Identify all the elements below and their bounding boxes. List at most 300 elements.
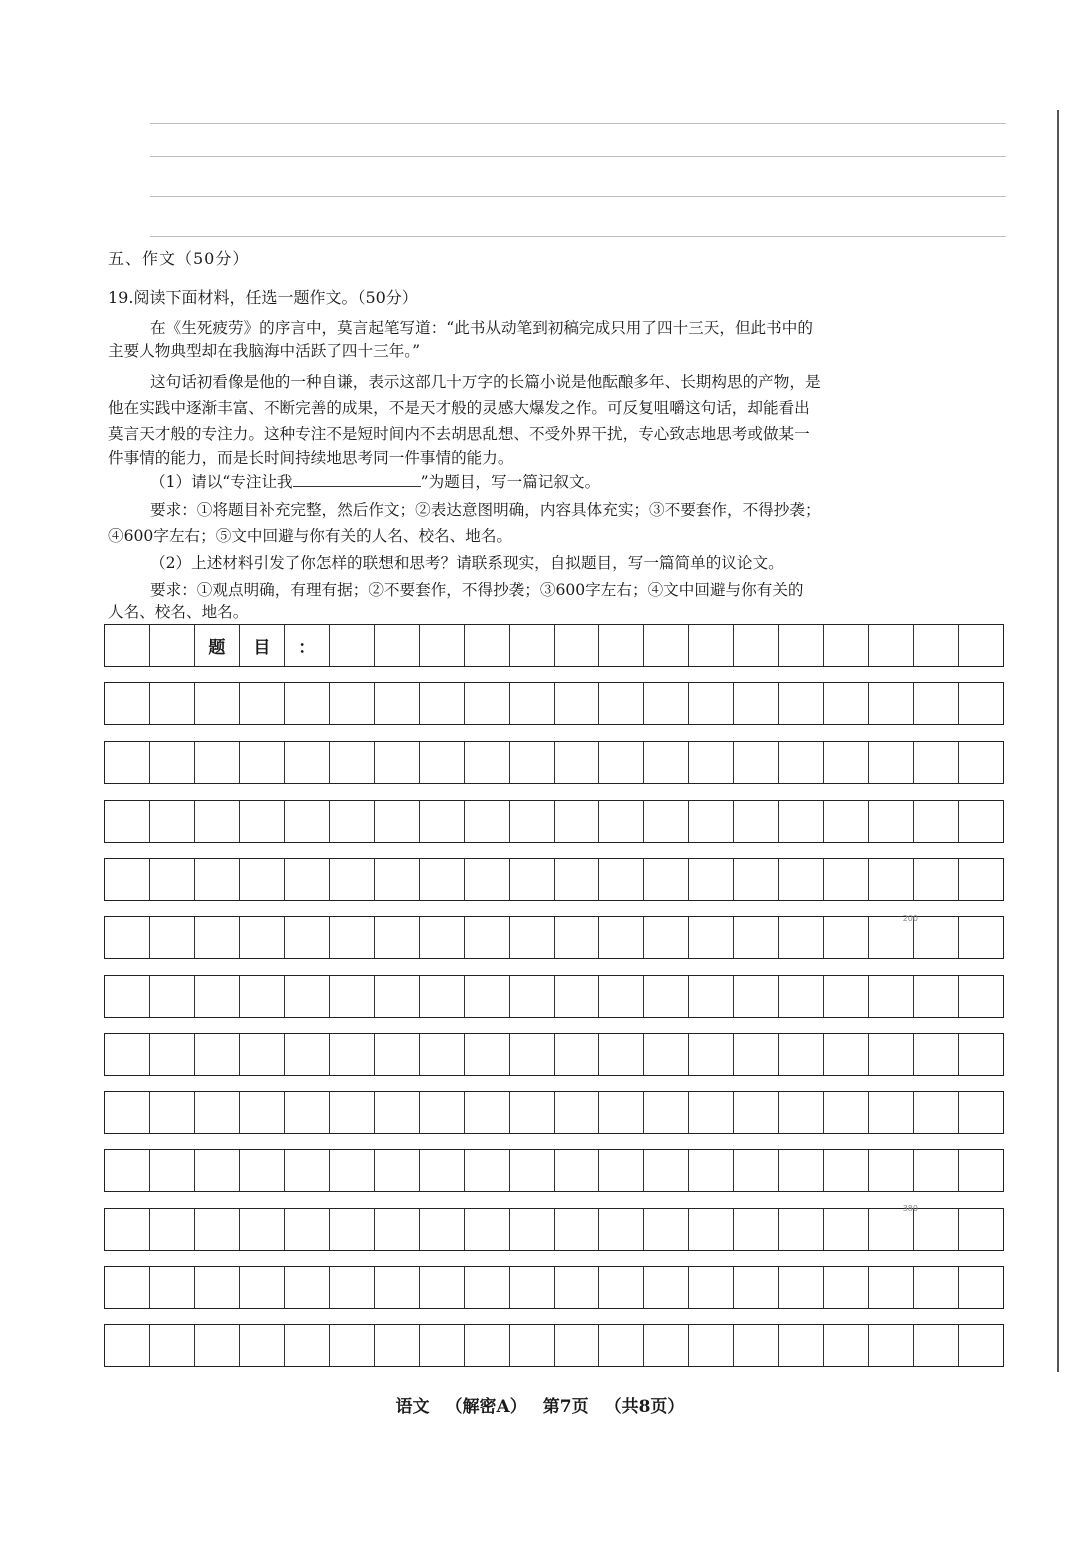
- grid-cell[interactable]: [644, 1092, 689, 1133]
- grid-cell[interactable]: [150, 917, 195, 958]
- grid-cell[interactable]: [599, 625, 644, 666]
- grid-row: [104, 624, 1004, 667]
- requirement-line: 要求：①将题目补充完整，然后作文；②表达意图明确，内容具体充实；③不要套作，不得抄袭；: [150, 501, 821, 519]
- grid-cell[interactable]: [285, 1092, 330, 1133]
- grid-cell[interactable]: [599, 742, 644, 783]
- grid-cell[interactable]: [599, 801, 644, 842]
- grid-cell[interactable]: [240, 1034, 285, 1075]
- grid-cell[interactable]: [150, 625, 195, 666]
- grid-cell[interactable]: [824, 917, 869, 958]
- grid-cell[interactable]: [824, 742, 869, 783]
- grid-cell[interactable]: [150, 801, 195, 842]
- grid-cell[interactable]: [644, 625, 689, 666]
- grid-cell[interactable]: [689, 1325, 734, 1366]
- footer-total: （共8页）: [604, 1397, 685, 1417]
- grid-cell[interactable]: [779, 1034, 824, 1075]
- grid-cell[interactable]: [465, 1267, 510, 1308]
- grid-cell[interactable]: [644, 1325, 689, 1366]
- grid-cell[interactable]: [465, 625, 510, 666]
- grid-cell[interactable]: [330, 683, 375, 724]
- grid-cell[interactable]: [914, 742, 959, 783]
- grid-cell[interactable]: [195, 1267, 240, 1308]
- grid-cell[interactable]: [599, 917, 644, 958]
- grid-cell[interactable]: [240, 976, 285, 1017]
- grid-cell[interactable]: [869, 859, 914, 900]
- grid-cell[interactable]: [105, 1267, 150, 1308]
- grid-cell[interactable]: [465, 1209, 510, 1250]
- grid-cell[interactable]: [959, 1325, 1003, 1366]
- grid-cell[interactable]: [734, 625, 779, 666]
- grid-cell[interactable]: [330, 1034, 375, 1075]
- grid-cell[interactable]: [555, 1325, 600, 1366]
- grid-cell[interactable]: [105, 859, 150, 900]
- grid-cell[interactable]: [914, 976, 959, 1017]
- grid-cell-title-char: 目: [240, 625, 285, 666]
- grid-cell[interactable]: [375, 917, 420, 958]
- grid-row: [104, 741, 1004, 784]
- grid-cell[interactable]: [644, 1267, 689, 1308]
- grid-cell[interactable]: [959, 1150, 1003, 1191]
- grid-cell[interactable]: [150, 1150, 195, 1191]
- grid-cell[interactable]: [824, 801, 869, 842]
- grid-cell[interactable]: [330, 801, 375, 842]
- grid-cell[interactable]: [959, 683, 1003, 724]
- grid-cell[interactable]: [824, 859, 869, 900]
- grid-cell[interactable]: [869, 1034, 914, 1075]
- grid-cell[interactable]: [510, 625, 555, 666]
- grid-cell[interactable]: [779, 801, 824, 842]
- grid-cell[interactable]: [195, 1092, 240, 1133]
- title-blank: [293, 472, 421, 487]
- grid-cell[interactable]: [510, 1150, 555, 1191]
- requirement-line: 要求：①观点明确，有理有据；②不要套作，不得抄袭；③600字左右；④文中回避与你有关的: [150, 581, 804, 599]
- grid-cell[interactable]: [465, 976, 510, 1017]
- grid-cell[interactable]: [555, 1267, 600, 1308]
- grid-cell[interactable]: [914, 1267, 959, 1308]
- grid-cell[interactable]: [420, 1209, 465, 1250]
- grid-cell[interactable]: [555, 1092, 600, 1133]
- grid-cell[interactable]: [734, 917, 779, 958]
- grid-cell[interactable]: [779, 1267, 824, 1308]
- grid-cell[interactable]: [375, 1034, 420, 1075]
- answer-line: [150, 196, 1006, 197]
- grid-cell[interactable]: [869, 1150, 914, 1191]
- grid-cell[interactable]: [420, 742, 465, 783]
- grid-cell[interactable]: [959, 1034, 1003, 1075]
- question-heading: 19.阅读下面材料，任选一题作文。（50分）: [108, 288, 418, 307]
- grid-cell[interactable]: [914, 683, 959, 724]
- grid-cell[interactable]: [869, 742, 914, 783]
- grid-cell[interactable]: [465, 742, 510, 783]
- grid-cell[interactable]: [689, 1092, 734, 1133]
- grid-cell[interactable]: [914, 1209, 959, 1250]
- grid-cell[interactable]: [105, 917, 150, 958]
- grid-cell[interactable]: [420, 917, 465, 958]
- grid-cell[interactable]: [240, 742, 285, 783]
- grid-cell[interactable]: [375, 1267, 420, 1308]
- grid-cell[interactable]: [285, 917, 330, 958]
- grid-cell[interactable]: [150, 1267, 195, 1308]
- grid-row: [104, 1324, 1004, 1367]
- grid-cell[interactable]: [824, 1267, 869, 1308]
- grid-cell[interactable]: [824, 1034, 869, 1075]
- grid-cell[interactable]: [959, 742, 1003, 783]
- grid-cell[interactable]: [420, 1034, 465, 1075]
- grid-cell[interactable]: [555, 625, 600, 666]
- grid-cell[interactable]: [375, 1150, 420, 1191]
- grid-cell[interactable]: [779, 1092, 824, 1133]
- requirement-line: 人名、校名、地名。: [108, 603, 249, 621]
- grid-cell[interactable]: [375, 625, 420, 666]
- material-line: 莫言天才般的专注力。这种专注不是短时间内不去胡思乱想、不受外界干扰，专心致志地思考或做某一: [108, 425, 810, 443]
- grid-cell[interactable]: [599, 1267, 644, 1308]
- footer-paper: （解密A）: [445, 1397, 527, 1417]
- grid-cell[interactable]: [195, 1325, 240, 1366]
- grid-cell[interactable]: [150, 976, 195, 1017]
- material-line: 他在实践中逐渐丰富、不断完善的成果，不是天才般的灵感大爆发之作。可反复咀嚼这句话，却能看出: [108, 399, 810, 417]
- grid-cell[interactable]: [195, 976, 240, 1017]
- grid-row: [104, 1033, 1004, 1076]
- grid-cell[interactable]: [869, 683, 914, 724]
- grid-cell[interactable]: [599, 1034, 644, 1075]
- grid-cell[interactable]: [599, 1092, 644, 1133]
- grid-cell[interactable]: [869, 625, 914, 666]
- grid-cell[interactable]: [150, 1325, 195, 1366]
- grid-cell[interactable]: [510, 1092, 555, 1133]
- answer-line: [150, 123, 1006, 124]
- grid-cell[interactable]: [510, 1267, 555, 1308]
- grid-cell[interactable]: [375, 1325, 420, 1366]
- page-footer: [0, 1392, 1080, 1417]
- grid-cell[interactable]: [914, 1150, 959, 1191]
- grid-cell[interactable]: [150, 1209, 195, 1250]
- grid-cell[interactable]: [195, 859, 240, 900]
- grid-cell[interactable]: [285, 1325, 330, 1366]
- grid-cell[interactable]: [465, 1092, 510, 1133]
- material-line: 主要人物典型却在我脑海中活跃了四十三年。”: [108, 342, 421, 360]
- grid-cell[interactable]: [555, 917, 600, 958]
- grid-cell[interactable]: [330, 1325, 375, 1366]
- grid-cell[interactable]: [689, 859, 734, 900]
- grid-cell[interactable]: [599, 683, 644, 724]
- grid-cell[interactable]: [510, 1034, 555, 1075]
- grid-cell[interactable]: [734, 1092, 779, 1133]
- grid-row: [104, 1091, 1004, 1134]
- grid-cell[interactable]: [779, 1209, 824, 1250]
- grid-cell[interactable]: [914, 1034, 959, 1075]
- grid-cell[interactable]: [330, 1092, 375, 1133]
- grid-cell[interactable]: [420, 683, 465, 724]
- grid-cell[interactable]: [285, 1267, 330, 1308]
- grid-cell[interactable]: [285, 976, 330, 1017]
- grid-cell[interactable]: [824, 625, 869, 666]
- grid-cell[interactable]: [689, 1267, 734, 1308]
- grid-cell[interactable]: [420, 625, 465, 666]
- word-count-marker: 200: [902, 914, 918, 923]
- option-1-prefix: （1）请以“专注让我: [150, 473, 293, 491]
- grid-cell[interactable]: [420, 859, 465, 900]
- grid-cell[interactable]: [779, 683, 824, 724]
- grid-cell[interactable]: [779, 625, 824, 666]
- grid-cell[interactable]: [195, 1034, 240, 1075]
- grid-cell[interactable]: [644, 859, 689, 900]
- grid-cell[interactable]: [824, 1209, 869, 1250]
- grid-cell[interactable]: [689, 1150, 734, 1191]
- grid-cell[interactable]: [465, 683, 510, 724]
- grid-cell[interactable]: [779, 742, 824, 783]
- grid-cell[interactable]: [599, 859, 644, 900]
- grid-cell[interactable]: [240, 1267, 285, 1308]
- grid-cell[interactable]: [914, 1325, 959, 1366]
- grid-cell[interactable]: [959, 859, 1003, 900]
- grid-cell[interactable]: [555, 1209, 600, 1250]
- grid-cell[interactable]: [240, 683, 285, 724]
- grid-cell[interactable]: [959, 1267, 1003, 1308]
- footer-subject: 语文: [395, 1397, 430, 1417]
- grid-cell[interactable]: [644, 1209, 689, 1250]
- grid-cell[interactable]: [914, 801, 959, 842]
- word-count-marker: 380: [902, 1204, 918, 1213]
- grid-cell[interactable]: [510, 917, 555, 958]
- grid-cell[interactable]: [195, 683, 240, 724]
- grid-row: [104, 1208, 1004, 1251]
- grid-cell[interactable]: [330, 1267, 375, 1308]
- grid-cell[interactable]: [689, 1034, 734, 1075]
- grid-cell[interactable]: [465, 801, 510, 842]
- grid-cell[interactable]: [375, 976, 420, 1017]
- grid-cell[interactable]: [105, 1150, 150, 1191]
- grid-cell[interactable]: [330, 976, 375, 1017]
- grid-cell[interactable]: [285, 801, 330, 842]
- grid-cell[interactable]: [330, 859, 375, 900]
- grid-cell[interactable]: [824, 976, 869, 1017]
- grid-cell[interactable]: [599, 1209, 644, 1250]
- grid-cell[interactable]: [689, 801, 734, 842]
- grid-cell[interactable]: [510, 1325, 555, 1366]
- grid-cell[interactable]: [599, 1150, 644, 1191]
- grid-cell[interactable]: [150, 859, 195, 900]
- grid-cell[interactable]: [105, 976, 150, 1017]
- grid-cell[interactable]: [510, 976, 555, 1017]
- grid-cell[interactable]: [510, 859, 555, 900]
- grid-cell[interactable]: [689, 976, 734, 1017]
- grid-cell[interactable]: [734, 801, 779, 842]
- section-title: 五、作文（50分）: [108, 249, 250, 268]
- grid-cell[interactable]: [240, 1092, 285, 1133]
- grid-cell[interactable]: [240, 1150, 285, 1191]
- grid-cell[interactable]: [105, 1325, 150, 1366]
- grid-cell[interactable]: [734, 1150, 779, 1191]
- grid-cell[interactable]: [420, 976, 465, 1017]
- grid-cell[interactable]: [510, 742, 555, 783]
- grid-cell[interactable]: [105, 683, 150, 724]
- grid-cell[interactable]: [644, 742, 689, 783]
- answer-line: [150, 156, 1006, 157]
- grid-cell[interactable]: [869, 917, 914, 958]
- grid-cell[interactable]: [420, 1267, 465, 1308]
- grid-cell[interactable]: [420, 1092, 465, 1133]
- grid-cell[interactable]: [150, 1034, 195, 1075]
- grid-cell[interactable]: [375, 742, 420, 783]
- grid-cell[interactable]: [150, 742, 195, 783]
- grid-cell[interactable]: [240, 1325, 285, 1366]
- grid-cell[interactable]: [689, 683, 734, 724]
- grid-cell[interactable]: [644, 917, 689, 958]
- grid-cell[interactable]: [510, 683, 555, 724]
- grid-cell[interactable]: [285, 1209, 330, 1250]
- grid-cell[interactable]: [869, 1092, 914, 1133]
- grid-cell[interactable]: [240, 917, 285, 958]
- grid-cell[interactable]: [555, 976, 600, 1017]
- grid-cell[interactable]: [105, 1092, 150, 1133]
- grid-cell[interactable]: [644, 683, 689, 724]
- grid-cell[interactable]: [689, 625, 734, 666]
- grid-cell[interactable]: [914, 859, 959, 900]
- grid-cell[interactable]: [869, 976, 914, 1017]
- grid-cell[interactable]: [330, 1209, 375, 1250]
- grid-cell[interactable]: [689, 917, 734, 958]
- grid-cell[interactable]: [105, 1209, 150, 1250]
- grid-cell[interactable]: [555, 801, 600, 842]
- grid-row: [104, 1149, 1004, 1192]
- grid-cell[interactable]: [465, 1325, 510, 1366]
- grid-cell[interactable]: [195, 1209, 240, 1250]
- grid-cell[interactable]: [420, 801, 465, 842]
- grid-cell[interactable]: [195, 801, 240, 842]
- grid-cell[interactable]: [824, 683, 869, 724]
- option-2: （2）上述材料引发了你怎样的联想和思考？请联系现实，自拟题目，写一篇简单的议论文。: [150, 554, 784, 572]
- answer-line: [150, 236, 1006, 237]
- grid-cell[interactable]: [779, 1150, 824, 1191]
- grid-cell[interactable]: [330, 917, 375, 958]
- grid-cell[interactable]: [959, 801, 1003, 842]
- grid-cell[interactable]: [689, 742, 734, 783]
- grid-cell[interactable]: [195, 1150, 240, 1191]
- grid-cell[interactable]: [779, 976, 824, 1017]
- grid-cell[interactable]: [240, 801, 285, 842]
- grid-cell[interactable]: [375, 801, 420, 842]
- grid-cell[interactable]: [240, 1209, 285, 1250]
- grid-cell[interactable]: [465, 859, 510, 900]
- grid-cell[interactable]: [375, 1092, 420, 1133]
- option-1: [150, 472, 600, 492]
- grid-cell[interactable]: [375, 1209, 420, 1250]
- grid-cell[interactable]: [959, 625, 1003, 666]
- grid-cell[interactable]: [824, 1092, 869, 1133]
- grid-cell[interactable]: [465, 917, 510, 958]
- grid-cell[interactable]: [734, 976, 779, 1017]
- grid-cell[interactable]: [869, 1325, 914, 1366]
- grid-cell[interactable]: [779, 859, 824, 900]
- material-line: 这句话初看像是他的一种自谦，表示这部几十万字的长篇小说是他酝酿多年、长期构思的产物，是: [150, 373, 821, 391]
- grid-cell[interactable]: [195, 917, 240, 958]
- grid-cell[interactable]: [555, 1034, 600, 1075]
- grid-cell[interactable]: [150, 1092, 195, 1133]
- grid-cell[interactable]: [420, 1325, 465, 1366]
- grid-cell[interactable]: [285, 683, 330, 724]
- grid-cell[interactable]: [644, 801, 689, 842]
- grid-cell[interactable]: [375, 859, 420, 900]
- grid-cell[interactable]: [510, 801, 555, 842]
- grid-row: [104, 858, 1004, 901]
- grid-cell[interactable]: [824, 1150, 869, 1191]
- grid-cell[interactable]: [285, 859, 330, 900]
- grid-cell[interactable]: [465, 1034, 510, 1075]
- grid-cell[interactable]: [330, 1150, 375, 1191]
- footer-page: 第7页: [542, 1397, 589, 1417]
- grid-cell[interactable]: [959, 1092, 1003, 1133]
- grid-cell[interactable]: [555, 859, 600, 900]
- grid-row: [104, 1266, 1004, 1309]
- grid-cell[interactable]: [555, 683, 600, 724]
- grid-cell-title-char: 题: [195, 625, 240, 666]
- grid-cell[interactable]: [555, 1150, 600, 1191]
- grid-cell[interactable]: [779, 1325, 824, 1366]
- grid-cell[interactable]: [914, 1092, 959, 1133]
- grid-cell[interactable]: [510, 1209, 555, 1250]
- grid-cell[interactable]: [644, 1034, 689, 1075]
- grid-cell[interactable]: [555, 742, 600, 783]
- grid-cell[interactable]: [869, 1209, 914, 1250]
- grid-cell[interactable]: [285, 742, 330, 783]
- grid-cell[interactable]: [105, 625, 150, 666]
- grid-cell[interactable]: [644, 1150, 689, 1191]
- grid-cell[interactable]: [734, 1034, 779, 1075]
- grid-cell[interactable]: [195, 742, 240, 783]
- grid-row: [104, 800, 1004, 843]
- writing-grid: [104, 624, 1004, 1366]
- grid-cell[interactable]: [734, 1209, 779, 1250]
- grid-cell[interactable]: [824, 1325, 869, 1366]
- grid-cell[interactable]: [599, 976, 644, 1017]
- grid-cell[interactable]: [105, 801, 150, 842]
- grid-cell[interactable]: [105, 742, 150, 783]
- grid-cell[interactable]: [734, 859, 779, 900]
- grid-cell[interactable]: [959, 917, 1003, 958]
- grid-cell[interactable]: [869, 801, 914, 842]
- grid-cell[interactable]: [734, 1267, 779, 1308]
- grid-cell[interactable]: [240, 859, 285, 900]
- grid-cell[interactable]: [330, 742, 375, 783]
- grid-cell[interactable]: [375, 683, 420, 724]
- grid-row: [104, 975, 1004, 1018]
- grid-cell[interactable]: [914, 917, 959, 958]
- grid-cell[interactable]: [285, 1150, 330, 1191]
- grid-cell[interactable]: [599, 1325, 644, 1366]
- requirement-line: ④600字左右；⑤文中回避与你有关的人名、校名、地名。: [108, 527, 513, 545]
- grid-cell[interactable]: [644, 976, 689, 1017]
- grid-cell[interactable]: [734, 742, 779, 783]
- grid-cell[interactable]: [150, 683, 195, 724]
- grid-row: [104, 916, 1004, 959]
- material-line: 在《生死疲劳》的序言中，莫言起笔写道：“此书从动笔到初稿完成只用了四十三天，但此书中的: [150, 319, 813, 337]
- grid-cell[interactable]: [959, 976, 1003, 1017]
- grid-cell[interactable]: [420, 1150, 465, 1191]
- grid-cell[interactable]: [285, 1034, 330, 1075]
- grid-cell[interactable]: [734, 683, 779, 724]
- grid-cell[interactable]: [914, 625, 959, 666]
- grid-cell[interactable]: [734, 1325, 779, 1366]
- grid-cell[interactable]: [465, 1150, 510, 1191]
- grid-cell[interactable]: [105, 1034, 150, 1075]
- grid-cell[interactable]: [779, 917, 824, 958]
- grid-cell[interactable]: [959, 1209, 1003, 1250]
- grid-cell[interactable]: [689, 1209, 734, 1250]
- grid-cell[interactable]: [869, 1267, 914, 1308]
- page-border: [1057, 110, 1059, 1372]
- grid-cell[interactable]: [330, 625, 375, 666]
- material-line: 件事情的能力，而是长时间持续地思考同一件事情的能力。: [108, 449, 514, 467]
